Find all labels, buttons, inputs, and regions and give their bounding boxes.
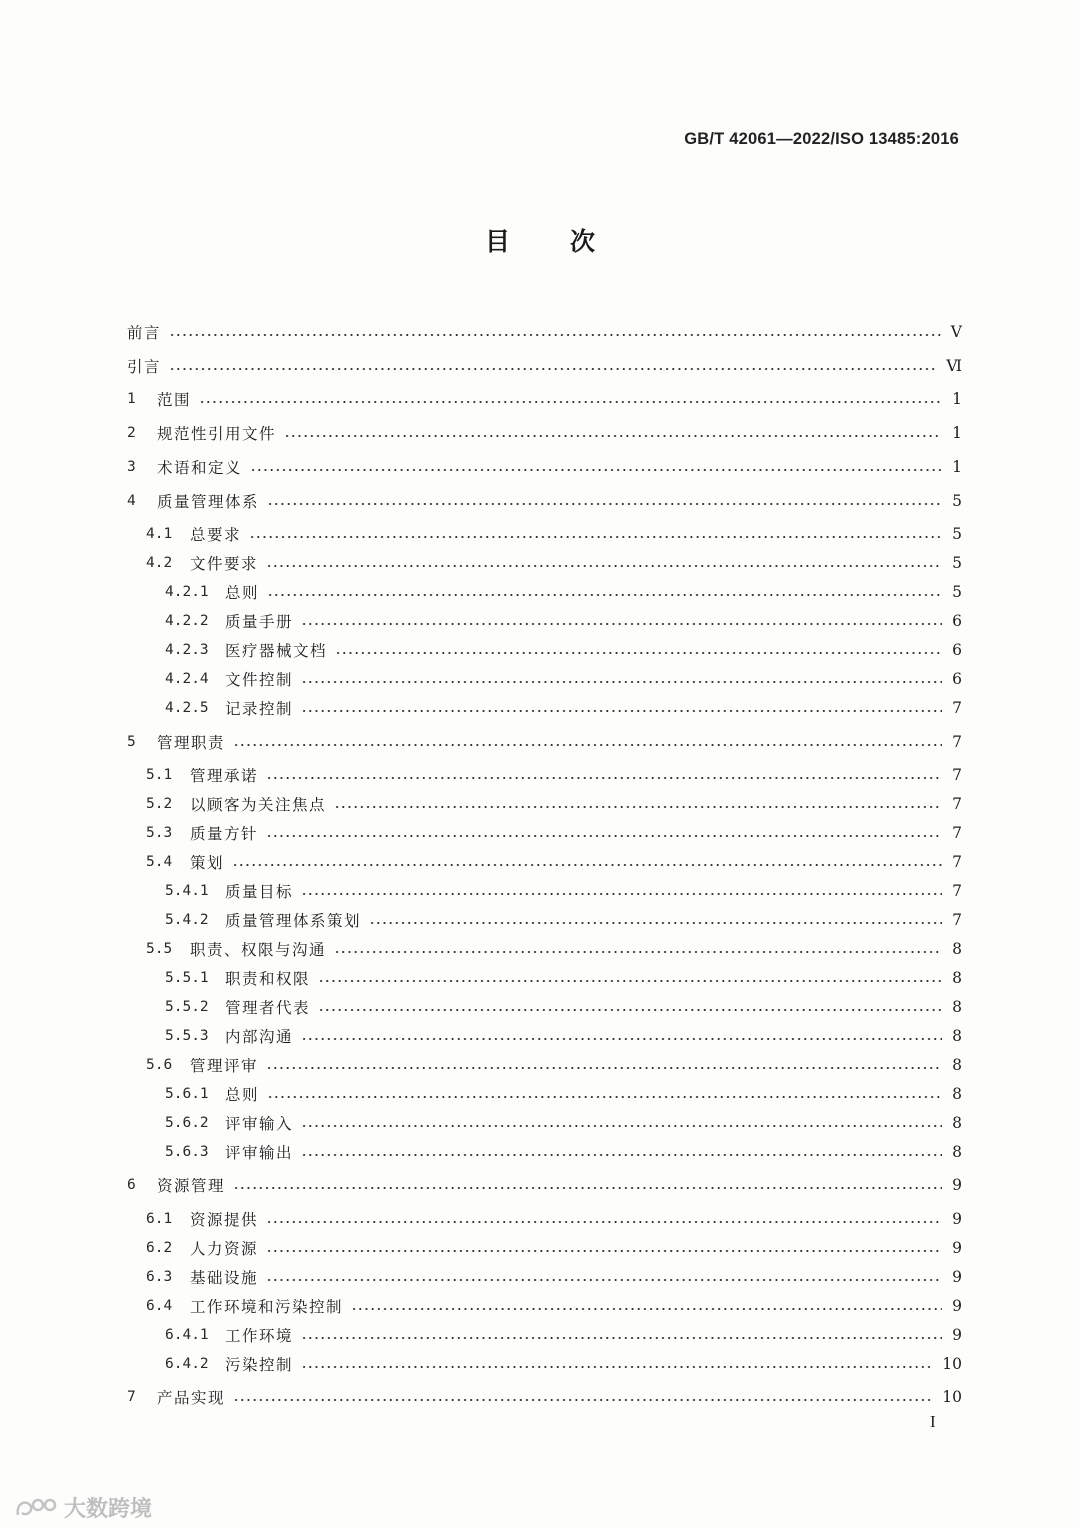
toc-entry-title: 基础设施 [190, 1269, 259, 1287]
toc-entry [0, 387, 1080, 411]
toc-entry-title: 工作环境和污染控制 [190, 1298, 344, 1316]
toc-entry-title: 文件要求 [190, 555, 259, 573]
toc-entry [0, 937, 1080, 961]
toc-entry [0, 667, 1080, 691]
toc-entry-page: 1 [952, 424, 962, 442]
toc-entry-number: 5.4.1 [165, 883, 209, 899]
toc-entry-page: 7 [952, 699, 962, 717]
toc-entry [0, 792, 1080, 816]
toc-leader-dots [233, 1399, 932, 1401]
toc-entry-title: 策划 [190, 854, 225, 872]
toc-entry [0, 1173, 1080, 1197]
toc-entry-number: 6.4 [146, 1298, 173, 1314]
toc-leader-dots [369, 922, 942, 924]
toc-entry-page: Ⅵ [946, 357, 962, 375]
toc-entry-page: 9 [952, 1297, 962, 1315]
toc-entry-page: 1 [952, 458, 962, 476]
toc-entry-page: 6 [952, 641, 962, 659]
toc-entry-title: 总要求 [190, 526, 242, 544]
toc-entry-title: 质量手册 [225, 613, 294, 631]
toc-entry-page: 7 [952, 733, 962, 751]
toc-entry-title: 以顾客为关注焦点 [190, 796, 327, 814]
toc-entry-number: 5.2 [146, 796, 173, 812]
toc-entry-title: 术语和定义 [157, 459, 243, 477]
title-char-2: 次 [570, 227, 596, 256]
toc-leader-dots [301, 681, 942, 683]
toc-entry-page: 5 [952, 554, 962, 572]
toc-leader-dots [249, 536, 942, 538]
toc-entry-number: 4 [127, 493, 136, 509]
toc-entry [0, 522, 1080, 546]
toc-leader-dots [335, 652, 942, 654]
toc-entry [0, 1265, 1080, 1289]
toc-entry-page: 5 [952, 492, 962, 510]
toc-entry-title: 工作环境 [225, 1327, 294, 1345]
toc-entry-page: 8 [952, 1056, 962, 1074]
toc-entry-number: 5.6 [146, 1057, 173, 1073]
toc-entry [0, 1053, 1080, 1077]
toc-entry-title: 评审输出 [225, 1144, 294, 1162]
toc-entry-title: 记录控制 [225, 700, 294, 718]
page-number: I [930, 1412, 936, 1431]
toc-entry-title: 产品实现 [157, 1389, 226, 1407]
toc-entry-page: V [950, 323, 962, 341]
toc-leader-dots [351, 1308, 942, 1310]
toc-entry [0, 354, 1080, 378]
toc-entry-page: 7 [952, 911, 962, 929]
toc-entry-number: 5 [127, 734, 136, 750]
toc-entry-page: 8 [952, 1085, 962, 1103]
toc-entry-title: 医疗器械文档 [225, 642, 328, 660]
toc-leader-dots [301, 1154, 942, 1156]
toc-entry-page: 8 [952, 940, 962, 958]
toc-entry [0, 1082, 1080, 1106]
toc-entry [0, 421, 1080, 445]
toc-leader-dots [301, 623, 942, 625]
toc-entry-page: 9 [952, 1326, 962, 1344]
toc-entry [0, 551, 1080, 575]
toc-entry-title: 规范性引用文件 [157, 425, 277, 443]
toc-leader-dots [267, 503, 942, 505]
toc-leader-dots [334, 806, 942, 808]
watermark-text: 大数跨境 [64, 1497, 153, 1522]
toc-entry-number: 6.4.1 [165, 1327, 209, 1343]
toc-entry-title: 文件控制 [225, 671, 294, 689]
toc-leader-dots [266, 1067, 942, 1069]
toc-entry-page: 8 [952, 1143, 962, 1161]
toc-entry [0, 320, 1080, 344]
toc-entry-number: 6.4.2 [165, 1356, 209, 1372]
toc-entry-page: 10 [942, 1355, 962, 1373]
toc-entry [0, 1236, 1080, 1260]
toc-entry-page: 8 [952, 1114, 962, 1132]
toc-entry-title: 前言 [127, 324, 162, 342]
toc-entry [0, 763, 1080, 787]
toc-entry-page: 9 [952, 1176, 962, 1194]
toc-entry-number: 4.2.2 [165, 613, 209, 629]
toc-entry [0, 1294, 1080, 1318]
toc-entry [0, 1207, 1080, 1231]
toc-entry [0, 995, 1080, 1019]
toc-leader-dots [266, 565, 942, 567]
toc-leader-dots [267, 1096, 942, 1098]
toc-entry-title: 内部沟通 [225, 1028, 294, 1046]
toc-entry-title: 质量方针 [190, 825, 259, 843]
toc-entry-number: 5.6.2 [165, 1115, 209, 1131]
toc-entry-number: 5.5.3 [165, 1028, 209, 1044]
toc-entry-page: 1 [952, 390, 962, 408]
toc-leader-dots [301, 710, 942, 712]
toc-entry-number: 6.3 [146, 1269, 173, 1285]
toc-entry-number: 5.3 [146, 825, 173, 841]
toc-entry [0, 1385, 1080, 1409]
toc-entry [0, 879, 1080, 903]
toc-leader-dots [233, 744, 942, 746]
toc-leader-dots [301, 1366, 932, 1368]
toc-entry [0, 455, 1080, 479]
toc-leader-dots [169, 368, 936, 370]
toc-leader-dots [266, 835, 942, 837]
toc-entry [0, 730, 1080, 754]
toc-entry-title: 总则 [225, 1086, 260, 1104]
toc-entry-title: 人力资源 [190, 1240, 259, 1258]
toc-entry [0, 696, 1080, 720]
watermark [14, 1492, 152, 1523]
toc-entry-page: 7 [952, 766, 962, 784]
toc-entry-number: 6 [127, 1177, 136, 1193]
toc-entry [0, 489, 1080, 513]
toc-leader-dots [318, 1009, 942, 1011]
toc-entry-number: 5.6.3 [165, 1144, 209, 1160]
toc-entry-page: 9 [952, 1268, 962, 1286]
toc-entry-number: 6.1 [146, 1211, 173, 1227]
toc-entry-title: 总则 [225, 584, 260, 602]
toc-entry-number: 4.2.3 [165, 642, 209, 658]
toc-entry [0, 966, 1080, 990]
toc-entry-number: 5.5.1 [165, 970, 209, 986]
toc-leader-dots [301, 1337, 942, 1339]
toc-entry-page: 8 [952, 969, 962, 987]
toc-entry-number: 2 [127, 425, 136, 441]
toc-entry [0, 908, 1080, 932]
standard-code: GB/T 42061—2022/ISO 13485:2016 [684, 130, 959, 148]
toc-entry-title: 引言 [127, 358, 162, 376]
toc-leader-dots [267, 594, 942, 596]
toc-leader-dots [266, 1221, 942, 1223]
toc-leader-dots [232, 864, 942, 866]
toc-entry [0, 1024, 1080, 1048]
toc-entry-page: 10 [942, 1388, 962, 1406]
toc-entry-number: 5.5.2 [165, 999, 209, 1015]
toc-entry-number: 4.1 [146, 526, 173, 542]
toc-entry-page: 6 [952, 670, 962, 688]
toc-entry-number: 4.2 [146, 555, 173, 571]
toc-entry-title: 管理者代表 [225, 999, 311, 1017]
toc-entry-page: 8 [952, 1027, 962, 1045]
toc-entry [0, 1323, 1080, 1347]
toc-entry-page: 7 [952, 882, 962, 900]
toc-entry-page: 9 [952, 1239, 962, 1257]
toc-leader-dots [301, 1038, 942, 1040]
toc-entry-title: 资源提供 [190, 1211, 259, 1229]
toc-entry-title: 质量管理体系 [157, 493, 260, 511]
toc-leader-dots [250, 469, 942, 471]
toc-entry-title: 资源管理 [157, 1177, 226, 1195]
toc-entry-page: 6 [952, 612, 962, 630]
toc-entry-page: 9 [952, 1210, 962, 1228]
toc-entry-title: 职责和权限 [225, 970, 311, 988]
toc-entry-number: 7 [127, 1389, 136, 1405]
toc-leader-dots [301, 893, 942, 895]
brand-logo-icon [14, 1495, 58, 1521]
toc-entry-number: 5.5 [146, 941, 173, 957]
toc-leader-dots [301, 1125, 942, 1127]
toc-entry-number: 1 [127, 391, 136, 407]
toc-entry-number: 5.4 [146, 854, 173, 870]
toc-entry [0, 1111, 1080, 1135]
title-char-1: 目 [484, 227, 510, 256]
toc-entry-page: 5 [952, 583, 962, 601]
toc-leader-dots [169, 334, 941, 336]
toc-entry-page: 7 [952, 795, 962, 813]
toc-entry-title: 范围 [157, 391, 192, 409]
toc-leader-dots [266, 1250, 942, 1252]
toc-entry [0, 850, 1080, 874]
toc-entry [0, 609, 1080, 633]
toc-leader-dots [199, 401, 942, 403]
toc-entry [0, 821, 1080, 845]
toc-entry-title: 质量目标 [225, 883, 294, 901]
toc-leader-dots [284, 435, 942, 437]
toc-entry-page: 8 [952, 998, 962, 1016]
toc-entry-number: 6.2 [146, 1240, 173, 1256]
toc-entry-title: 管理承诺 [190, 767, 259, 785]
toc-entry-title: 污染控制 [225, 1356, 294, 1374]
toc-entry-page: 7 [952, 853, 962, 871]
toc-entry-title: 职责、权限与沟通 [190, 941, 327, 959]
toc-entry-page: 7 [952, 824, 962, 842]
toc-entry-number: 5.4.2 [165, 912, 209, 928]
toc-entry-title: 管理职责 [157, 734, 226, 752]
toc-entry-title: 管理评审 [190, 1057, 259, 1075]
toc-entry-title: 质量管理体系策划 [225, 912, 362, 930]
toc-leader-dots [266, 1279, 942, 1281]
toc-leader-dots [266, 777, 942, 779]
toc-entry [0, 638, 1080, 662]
toc-entry [0, 580, 1080, 604]
toc-entry-number: 4.2.4 [165, 671, 209, 687]
toc-entry-number: 3 [127, 459, 136, 475]
toc-leader-dots [233, 1187, 942, 1189]
toc-entry-page: 5 [952, 525, 962, 543]
toc-entry [0, 1352, 1080, 1376]
toc-entry-number: 5.6.1 [165, 1086, 209, 1102]
toc-entry-number: 5.1 [146, 767, 173, 783]
toc-entry [0, 1140, 1080, 1164]
toc-leader-dots [334, 951, 942, 953]
toc-entry-number: 4.2.5 [165, 700, 209, 716]
toc-entry-title: 评审输入 [225, 1115, 294, 1133]
toc-leader-dots [318, 980, 942, 982]
toc-entry-number: 4.2.1 [165, 584, 209, 600]
